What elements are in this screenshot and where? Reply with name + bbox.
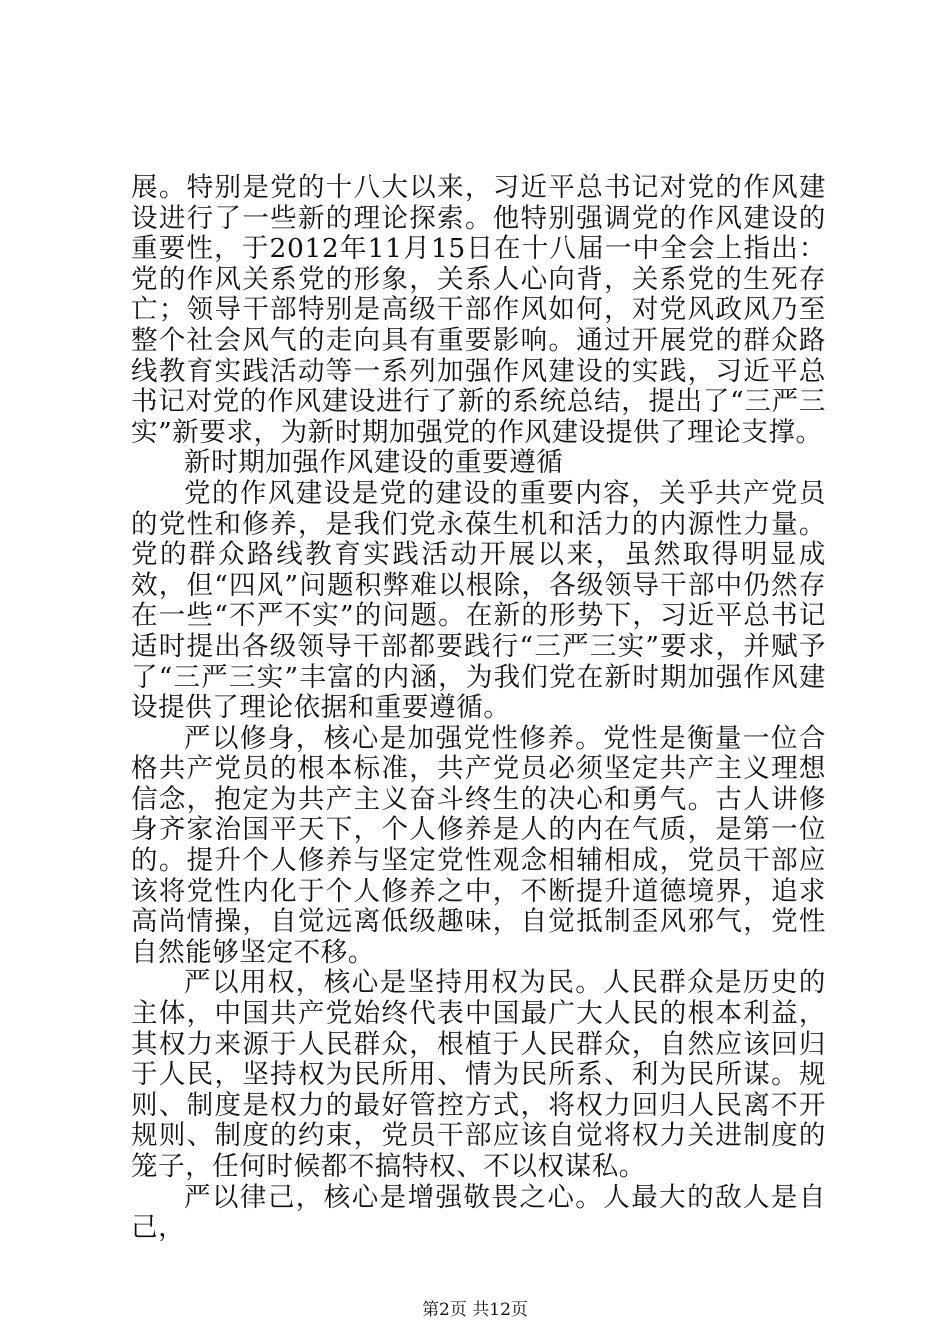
paragraph: 严以修身，核心是加强党性修养。党性是衡量一位合格共产党员的根本标准，共产党员必须坚定共产主义理想信念，抱定为共产主义奋斗终生的决心和勇气。古人讲修身齐家治国平天下，个人修养是人的内在气质，是第一位的。提升个人修养与坚定党性观念相辅相成，党员干部应该将党性内化于个人修养之中，不断提升道德境界，追求高尚情操，自觉远离低级趣味，自觉抵制歪风邪气，党性自然能够坚定不移。 (131, 722, 826, 968)
document-body (131, 173, 826, 1244)
section-heading: 新时期加强作风建设的重要遵循 (184, 447, 564, 479)
paragraph: 严以用权，核心是坚持用权为民。人民群众是历史的主体，中国共产党始终代表中国最广大人民的根本利益，其权力来源于人民群众，根植于人民群众，自然应该回归于人民，坚持权为民所用、情为民所系、利为民所谋。规则、制度是权力的最好管控方式，将权力回归人民离不开规则、制度的约束，党员干部应该自觉将权力关进制度的笼子，任何时候都不搞特权、不以权谋私。 (131, 967, 826, 1182)
paragraph-continued: 展。特别是党的十八大以来，习近平总书记对党的作风建设进行了一些新的理论探索。他特别强调党的作风建设的重要性，于2012年11月15日在十八届一中全会上指出：党的作风关系党的形象，关系人心向背，关系党的生死存亡；领导干部特别是高级干部作风如何，对党风政风乃至整个社会风气的走向具有重要影响。通过开展党的群众路线教育实践活动等一系列加强作风建设的实践，习近平总书记对党的作风建设进行了新的系统总结，提出了“三严三实”新要求，为新时期加强党的作风建设提供了理论支撑。 (131, 172, 826, 448)
paragraph: 严以律己，核心是增强敬畏之心。人最大的敌人是自己， (131, 1181, 826, 1244)
page-number-footer: 第2页 共12页 (422, 1300, 528, 1320)
paragraph: 党的作风建设是党的建设的重要内容，关乎共产党员的党性和修养，是我们党永葆生机和活力的内源性力量。党的群众路线教育实践活动开展以来，虽然取得明显成效，但“四风”问题积弊难以根除，各级领导干部中仍然存在一些“不严不实”的问题。在新的形势下，习近平总书记适时提出各级领导干部都要践行“三严三实”要求，并赋予了“三严三实”丰富的内涵，为我们党在新时期加强作风建设提供了理论依据和重要遵循。 (131, 477, 826, 724)
